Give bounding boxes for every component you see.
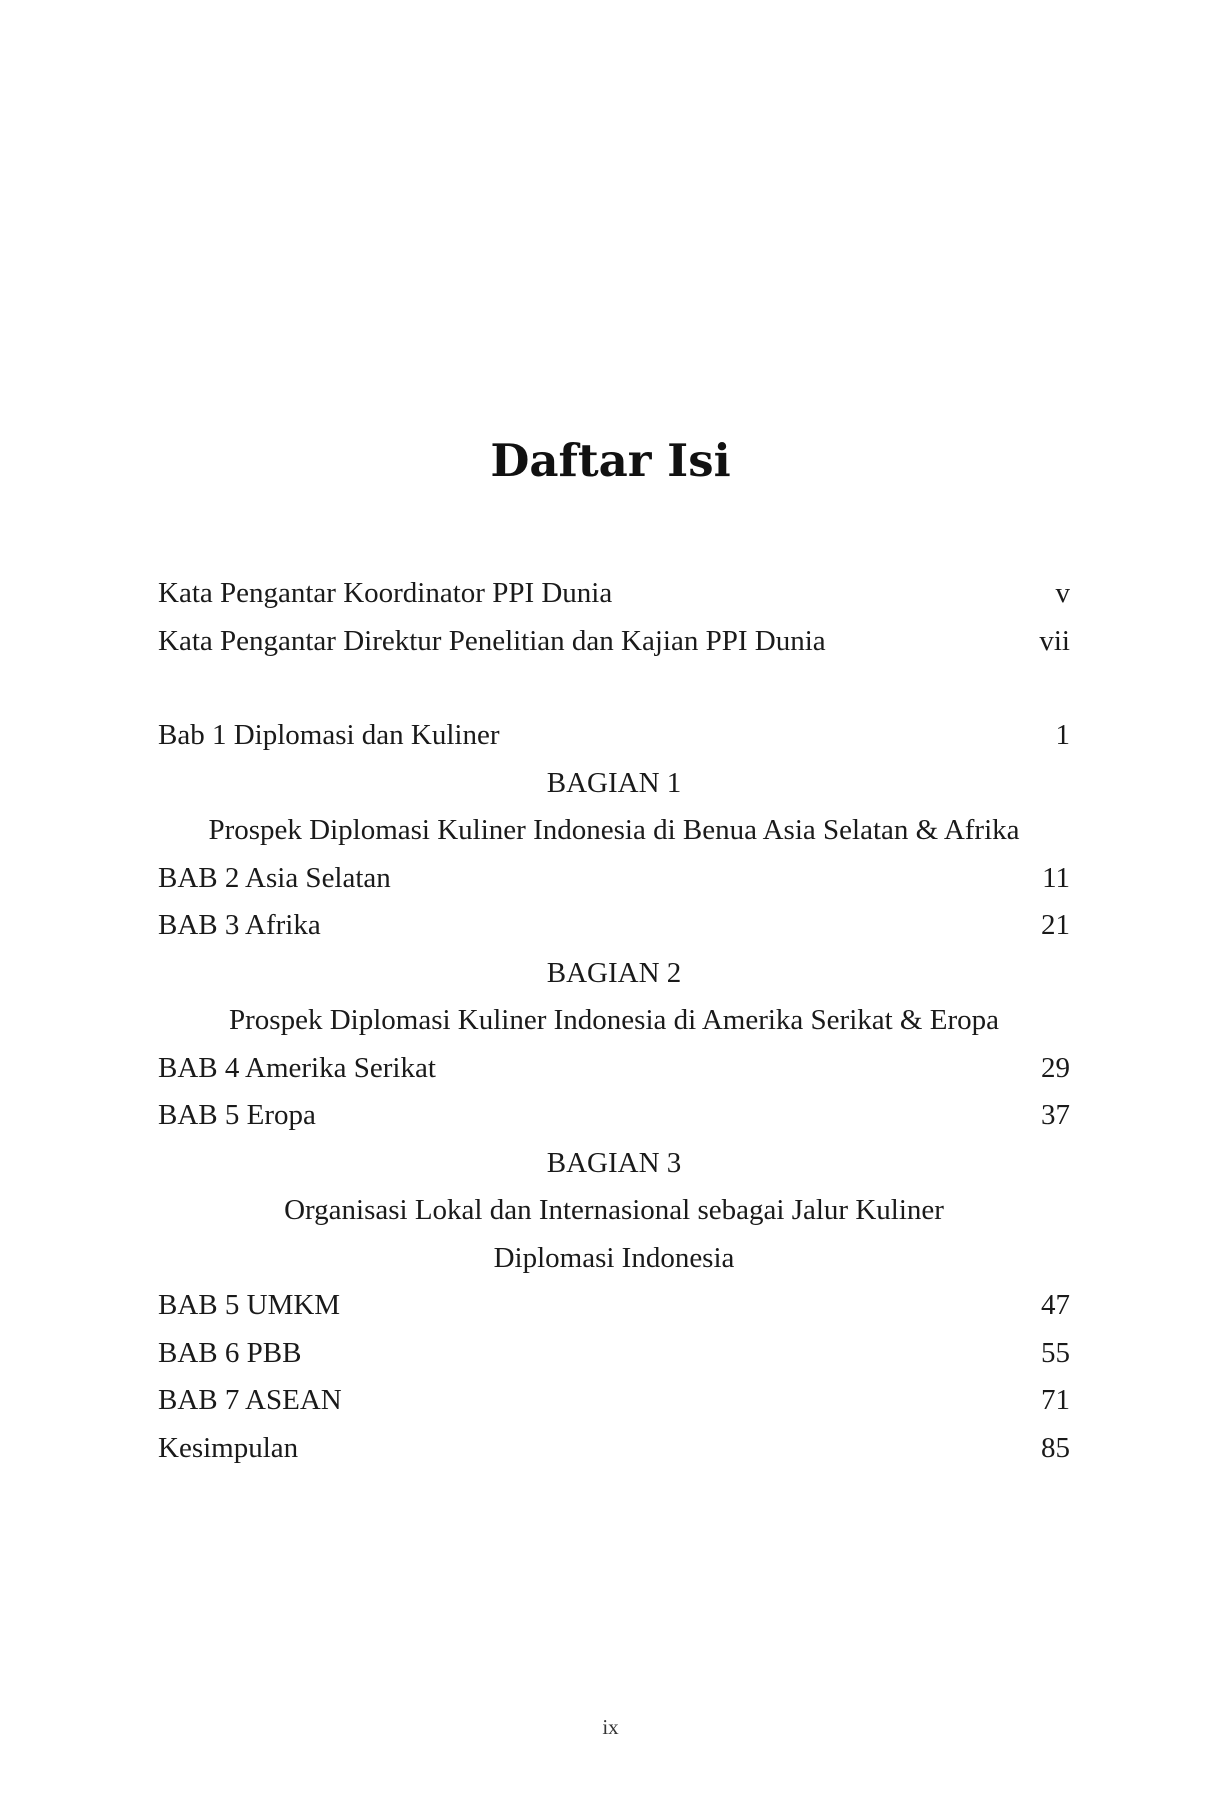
toc-entry-label: BAB 2 Asia Selatan [158, 861, 391, 894]
toc-entry-chapter-5-eropa[interactable] [158, 1092, 1070, 1140]
footer-page-number: ix [602, 1715, 619, 1739]
part-2-heading: BAGIAN 2 [546, 956, 682, 989]
toc-entry-page: 37 [1041, 1099, 1070, 1131]
part-3-subtitle-line-2: Diplomasi Indonesia [493, 1241, 735, 1274]
part-3-subtitle-line-1: Organisasi Lokal dan Internasional sebagai Jalur Kuliner [284, 1194, 944, 1226]
page-title: Daftar Isi [490, 434, 731, 488]
toc-entry-chapter-2[interactable] [158, 855, 1070, 903]
part-1-heading: BAGIAN 1 [546, 766, 682, 799]
toc-entry-label: BAB 5 Eropa [158, 1099, 316, 1131]
toc-entry-page: 85 [1041, 1431, 1070, 1464]
toc-entry-chapter-1[interactable] [158, 712, 1070, 760]
toc-entry-chapter-3[interactable] [158, 902, 1070, 950]
toc-entry-page: 11 [1042, 861, 1070, 894]
toc-entry-label: Kata Pengantar Koordinator PPI Dunia [158, 577, 613, 609]
toc-entry-page: 1 [1055, 719, 1070, 751]
toc-entry-page: 47 [1041, 1289, 1070, 1321]
toc-entry-conclusion[interactable] [158, 1425, 1070, 1473]
toc-entry-chapter-5-umkm[interactable] [158, 1282, 1070, 1330]
toc-entry-chapter-4[interactable] [158, 1045, 1070, 1093]
toc-entry-label: Kata Pengantar Direktur Penelitian dan Kajian PPI Dunia [158, 624, 826, 657]
toc-entry-page: 29 [1041, 1051, 1070, 1084]
part-1-subtitle: Prospek Diplomasi Kuliner Indonesia di Benua Asia Selatan & Afrika [208, 814, 1020, 846]
toc-entry-preface-director[interactable] [158, 618, 1070, 666]
toc-entry-label: BAB 4 Amerika Serikat [158, 1051, 436, 1084]
toc-entry-chapter-6[interactable] [158, 1330, 1070, 1378]
toc-entry-preface-coordinator[interactable] [158, 570, 1070, 618]
toc-entry-label: BAB 3 Afrika [158, 909, 321, 941]
toc-entry-page: 21 [1041, 909, 1070, 941]
toc-entry-label: Kesimpulan [158, 1431, 299, 1464]
spacer [158, 665, 1070, 712]
part-2-subtitle: Prospek Diplomasi Kuliner Indonesia di Amerika Serikat & Eropa [229, 1004, 999, 1036]
table-of-contents [158, 570, 1070, 1472]
toc-entry-chapter-7[interactable] [158, 1377, 1070, 1425]
toc-entry-page: v [1055, 577, 1070, 609]
toc-entry-label: BAB 7 ASEAN [158, 1384, 342, 1416]
toc-entry-label: Bab 1 Diplomasi dan Kuliner [158, 719, 500, 751]
toc-entry-label: BAB 5 UMKM [158, 1289, 341, 1321]
toc-entry-label: BAB 6 PBB [158, 1336, 302, 1369]
part-3-heading: BAGIAN 3 [546, 1146, 682, 1179]
toc-entry-page: 55 [1041, 1336, 1070, 1369]
toc-entry-page: 71 [1041, 1384, 1070, 1416]
toc-entry-page: vii [1039, 624, 1070, 657]
